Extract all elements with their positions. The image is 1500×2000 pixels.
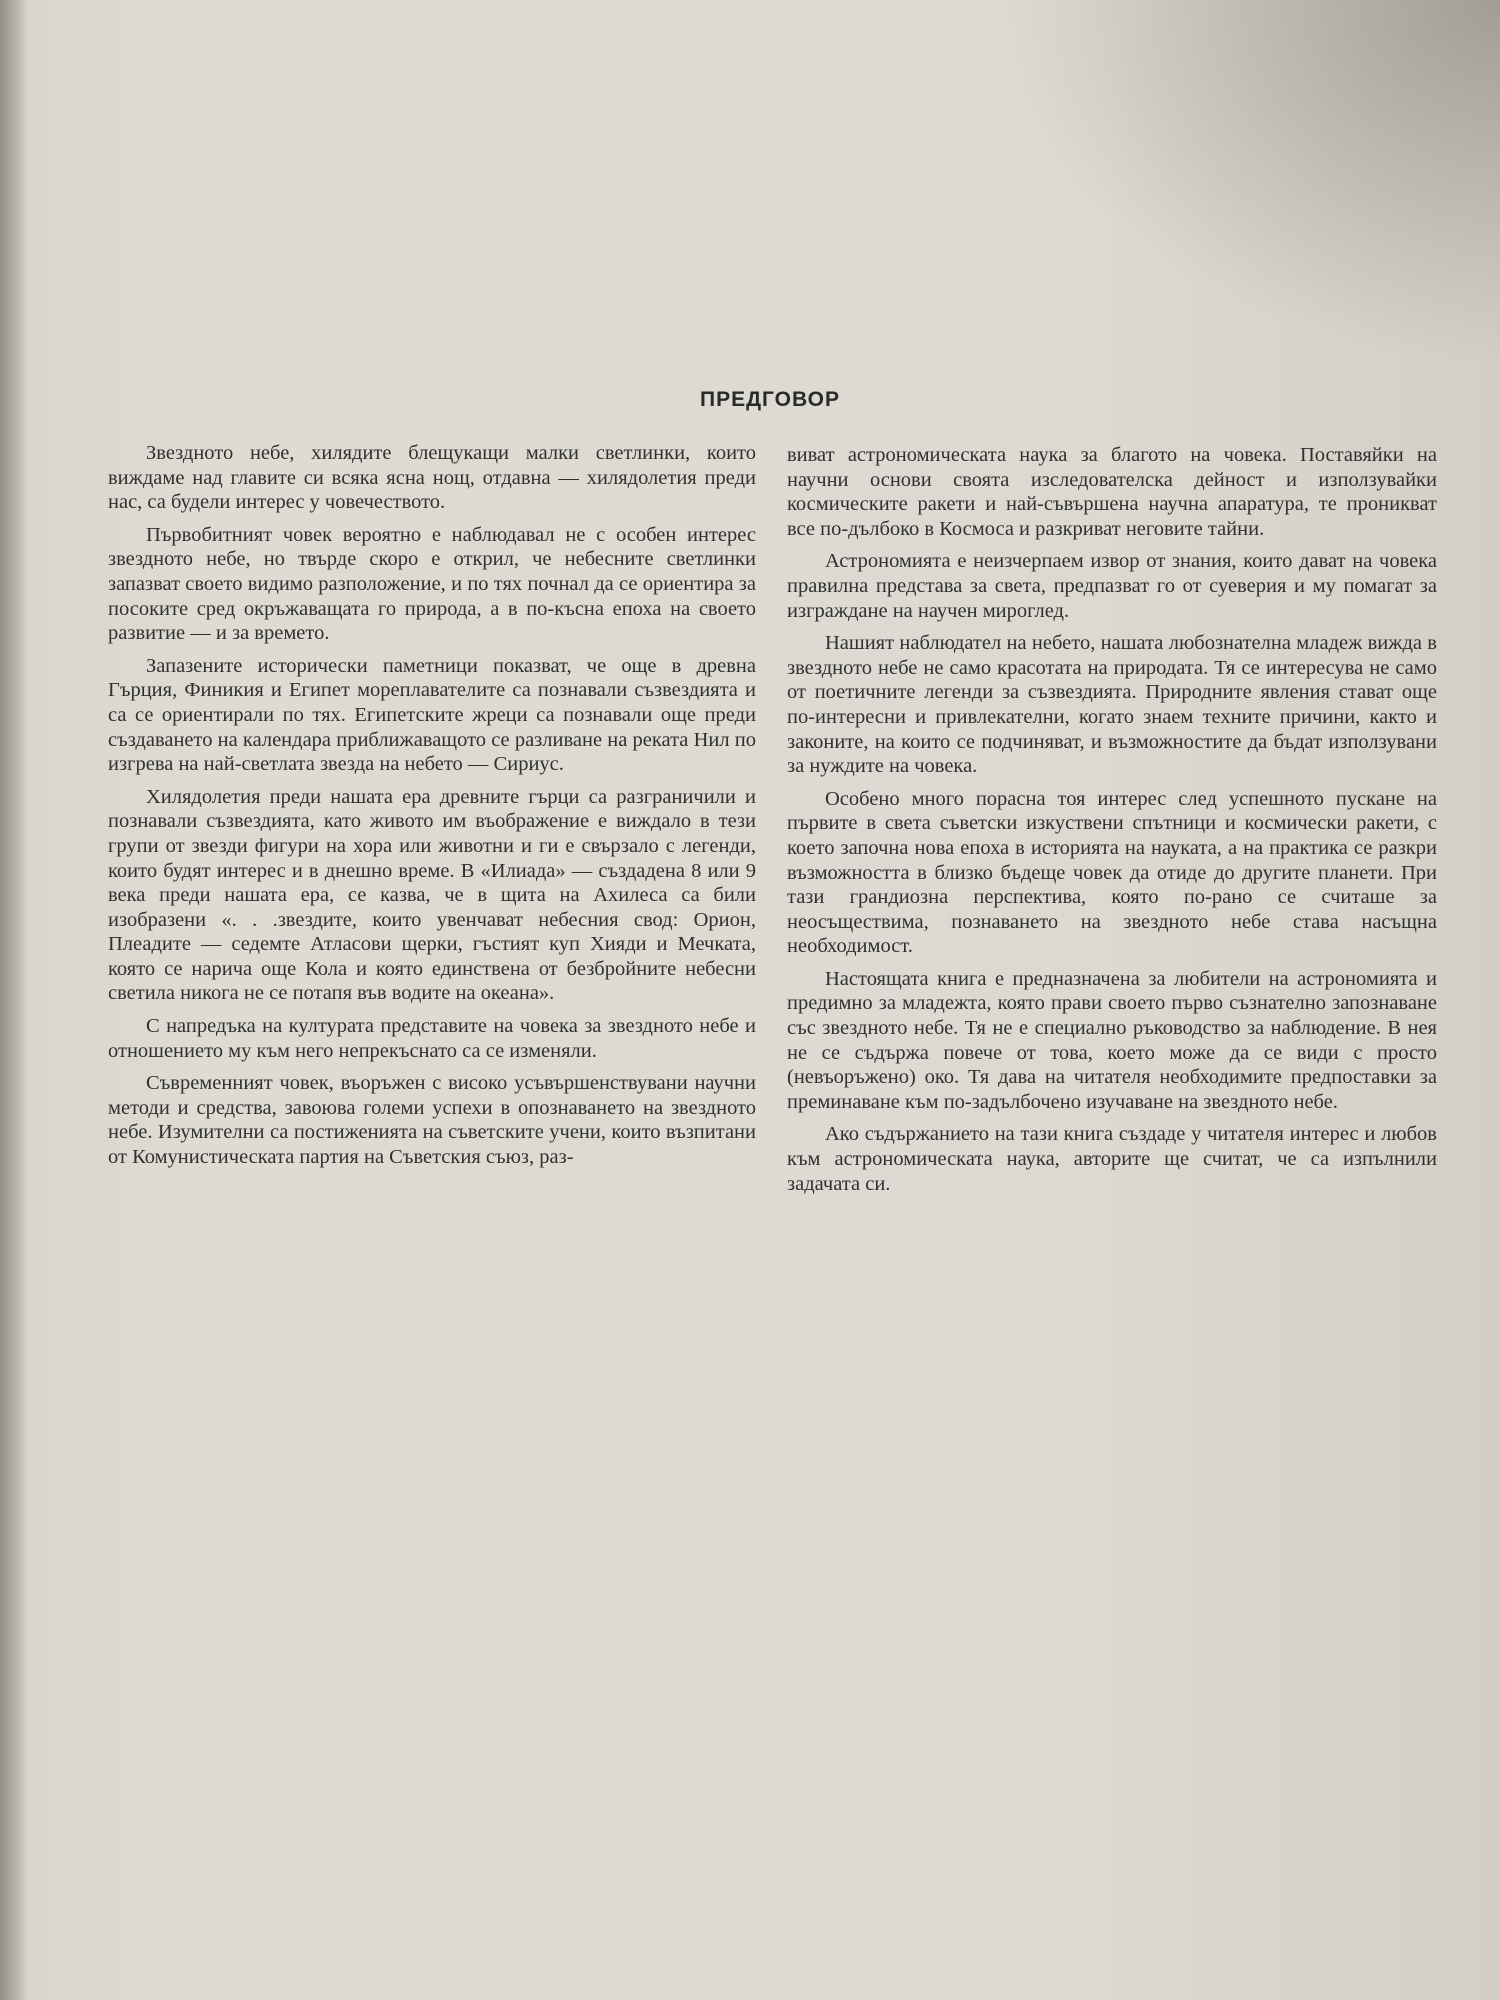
paragraph: Особено много порасна тоя интерес след успешното пускане на първите в света съветски изкуствени спътници и космически ракети, с което започна нова епоха в историята на науката, а на практика се разкри възможността в близко бъдеще човек да отиде до другите планети. При тази грандиозна перспектива, която по-рано се считаше за неосъществима, познаването на звездното небе става насъщна необходимост. [787, 787, 1437, 958]
binding-shadow [0, 0, 28, 2000]
paragraph-continuation: виват астрономическата наука за благото на човека. Поставяйки на научни основи своята изследователска дейност и използувайки космическите ракети и най-съвършена научна апаратура, те проникват все по-дълбоко в Космоса и разкриват неговите тайни. [787, 444, 1437, 540]
paragraph: Нашият наблюдател на небето, нашата любознателна младеж вижда в звездното небе не само красотата на природата. Тя се интересува не само от поетичните легенди за съзвездията. Природните явления стават още по-интересни и привлекателни, когато знаем техните причини, както и законите, на които се подчиняват, и възможностите да бъдат използувани за нуждите на човека. [787, 632, 1437, 778]
left-column [108, 441, 756, 1178]
paragraph: Хилядолетия преди нашата ера древните гърци са разграничили и познавали съзвездията, като живото им въображение е виждало в тези групи от звезди фигури на хора или животни и ги е свързало с легенди, които будят интерес и в днешно време. В «Илиада» — създадена 8 или 9 века преди нашата ера, се казва, че в щита на Ахилеса са били изобразени «. . .звездите, които увенчават небесния свод: Орион, Плеадите — седемте Атласови щерки, гъстият куп Хияди и Мечката, която се нарича още Кола и която единствена от безбройните небесни светила никога не се потапя във водите на океана». [108, 785, 756, 1005]
right-column [787, 443, 1437, 1204]
paragraph: Настоящата книга е предназначена за любители на астрономията и предимно за младежта, която прави своето първо съзнателно запознаване със звездното небе. Тя не е специално ръководство за наблюдение. В нея не се съдържа повече от това, което може да се види с просто (невъоръжено) око. Тя дава на читателя необходимите предпоставки за преминаване към по-задълбочено изучаване на звездното небе. [787, 967, 1437, 1113]
paragraph: Съвременният човек, въоръжен с високо усъвършенствувани научни методи и средства, завоюва големи успехи в опознаването на звездното небе. Изумителни са постиженията на съветските учени, които възпитани от Комунистическата партия на Съветския съюз, раз- [108, 1072, 756, 1169]
paragraph: Ако съдържанието на тази книга създаде у читателя интерес и любов към астрономическата наука, авторите ще считат, че са изпълнили задачата си. [787, 1123, 1437, 1195]
paragraph: Запазените исторически паметници показват, че още в древна Гърция, Финикия и Египет мореплавателите са познавали съзвездията и са се ориентирали по тях. Египетските жреци са познавали още преди създаването на календара приближаващото се разливане на реката Нил по изгрева на най-светлата звезда на небето — Сириус. [108, 654, 756, 776]
page-title: ПРЕДГОВОР [699, 388, 840, 411]
paragraph: Първобитният човек вероятно е наблюдавал не с особен интерес звездното небе, но твърде скоро е открил, че небесните светлинки запазват своето видимо разположение, и по тях почнал да се ориентира за посоките сред окръжаващата го природа, а в по-късна епоха на своето развитие — и за времето. [108, 523, 756, 645]
paragraph: С напредъка на културата представите на човека за звездното небе и отношението му към него непрекъснато са се изменяли. [108, 1015, 756, 1062]
paragraph: Астрономията е неизчерпаем извор от знания, които дават на човека правилна представа за света, предпазват го от суеверия и му помагат за изграждане на научен мироглед. [787, 550, 1437, 622]
paragraph: Звездното небе, хилядите блещукащи малки светлинки, които виждаме над главите си всяка ясна нощ, отдавна — хилядолетия преди нас, са будели интерес у човечеството. [108, 442, 756, 514]
